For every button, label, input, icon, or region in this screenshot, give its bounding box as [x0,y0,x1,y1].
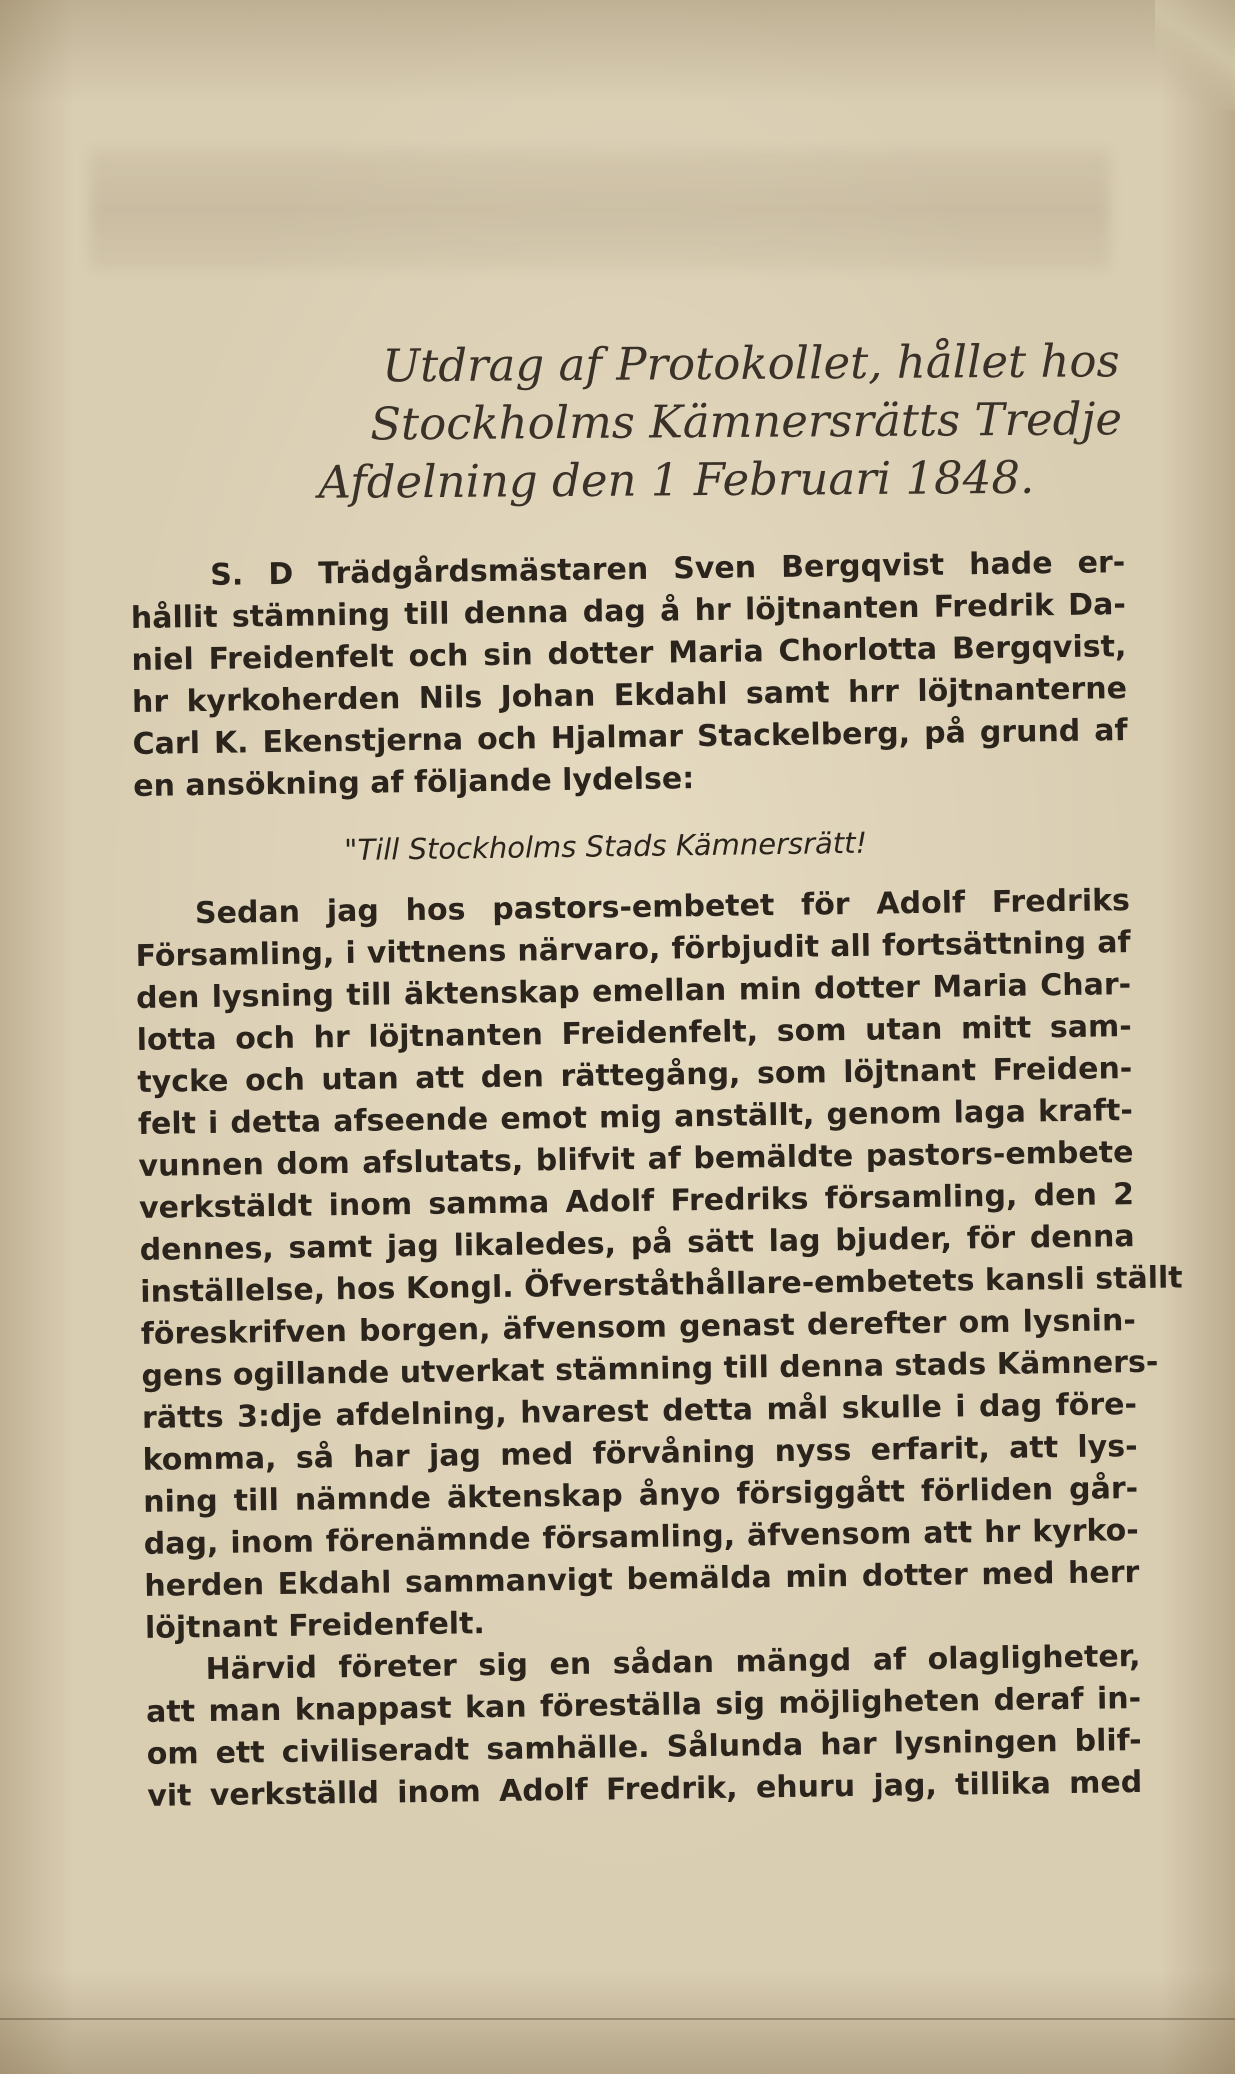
letter-salutation: "Till Stockholms Stads Kämnersrätt! [343,825,868,868]
text-line: herden Ekdahl sammanvigt bemälda min dotter med herr [144,1555,1140,1604]
text-line: Församling, i vittnens närvaro, förbjudit all fortsättning af [135,925,1131,974]
text-line: inställelse, hos Kongl. Öfverståthållare-embetets kansli ställt [140,1260,1183,1310]
text-line: lotta och hr löjtnanten Freidenfelt, som utan mitt sam- [136,1009,1132,1058]
text-line: föreskrifven borgen, äfvensom genast derefter om lysnin- [140,1303,1137,1352]
text-line: komma, så har jag med förvåning nyss erfarit, att lys- [142,1429,1138,1478]
text-line: att man knappast kan föreställa sig möjligheten deraf in- [145,1680,1142,1730]
text-line: Carl K. Ekenstjerna och Hjalmar Stackelberg, på grund af [132,713,1128,762]
letter-paragraph-2 [145,1636,1142,1818]
text-line: S. D Trädgårdsmästaren Sven Bergqvist hade er- [210,545,1126,593]
document-title [309,332,1130,512]
bleed-through-shadow [90,150,1110,270]
text-line: Härvid företer sig en sådan mängd af olagligheter, [205,1639,1141,1688]
text-line: vunnen dom afslutats, blifvit af bemäldte pastors-embete [138,1135,1134,1184]
text-line: hr kyrkoherden Nils Johan Ekdahl samt hrr löjtnanterne [131,671,1128,720]
title-line: Afdelning den 1 Februari 1848. [318,450,1035,509]
text-line: vit verkställd inom Adolf Fredrik, ehuru jag, tillika med [147,1764,1143,1814]
text-line: hållit stämning till denna dag å hr löjtnanten Fredrik Da- [130,587,1127,636]
text-line: löjtnant Freidenfelt. [144,1606,486,1646]
text-line: den lysning till äktenskap emellan min dotter Maria Char- [135,967,1132,1016]
text-line: Sedan jag hos pastors-embetet för Adolf Fredriks [194,883,1131,932]
letter-paragraph-1 [135,880,1183,1650]
title-line: Utdrag af Protokollet, hållet hos [382,334,1120,393]
text-line: tycke och utan att den rättegång, som löjtnant Freiden- [137,1051,1133,1100]
document-body [130,542,1183,1818]
text-line: ning till nämnde äktenskap ånyo försiggått förliden går- [142,1471,1139,1520]
text-line: niel Freidenfelt och sin dotter Maria Chorlotta Bergqvist, [131,629,1127,678]
text-line: dennes, samt jag likaledes, på sätt lag bjuder, för denna [139,1219,1135,1268]
text-line: om ett civiliseradt samhälle. Sålunda har lysningen blif- [146,1722,1142,1772]
page-bottom-edge [0,2018,1235,2020]
title-line: Stockholms Kämnersrätts Tredje [370,392,1123,451]
text-line: felt i detta afseende emot mig anställt, genom laga kraft- [137,1093,1134,1142]
page-corner-fold [1155,0,1235,110]
text-line: gens ogillande utverkat stämning till denna stads Kämners- [141,1344,1159,1394]
intro-paragraph [130,542,1128,808]
text-line: dag, inom förenämnde församling, äfvensom att hr kyrko- [143,1513,1139,1562]
text-line: rätts 3:dje afdelning, hvarest detta mål skulle i dag före- [141,1387,1138,1436]
text-line: en ansökning af följande lydelse: [132,761,695,804]
text-line: verkstäldt inom samma Adolf Fredriks församling, den 2 [138,1177,1135,1226]
